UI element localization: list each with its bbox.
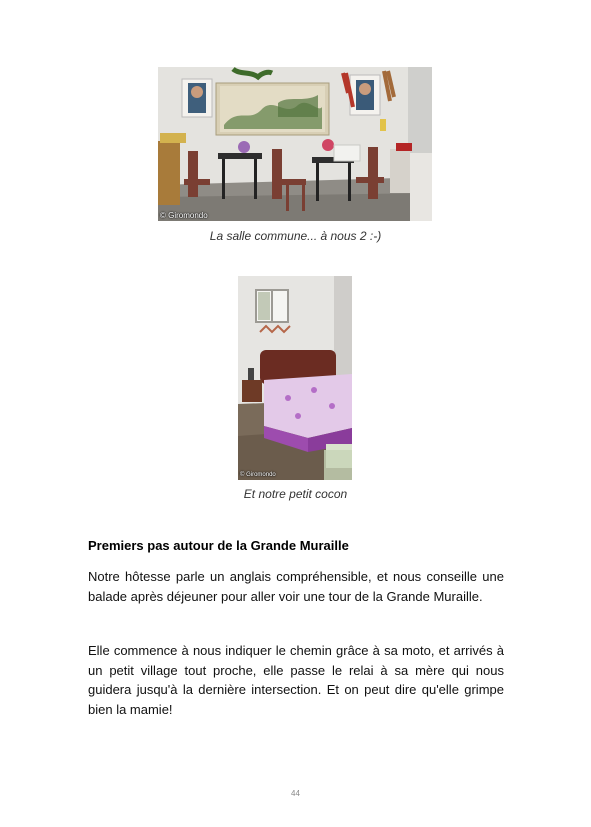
body-paragraph: Notre hôtesse parle un anglais compréhensible, et nous conseille une balade après déjeuner pour aller voir une tour de la Grande Muraille.: [88, 569, 504, 604]
photo-caption: Et notre petit cocon: [243, 487, 348, 501]
body-paragraph: Elle commence à nous indiquer le chemin grâce à sa moto, et arrivés à un petit village tout proche, elle passe le relai à sa mère qui nous guidera jusqu'à la dernière intersection. Et on peut dire qu'elle grimpe bien la mamie!: [88, 643, 504, 717]
section-heading: Premiers pas autour de la Grande Muraille: [88, 538, 349, 553]
photo-caption: La salle commune... à nous 2 :-): [209, 229, 382, 243]
photo-credit: © Giromondo: [160, 211, 208, 220]
common-room-illustration: [158, 67, 432, 221]
page-number: 44: [291, 789, 300, 798]
photo-credit: © Giromondo: [240, 472, 276, 478]
common-room-photo: [158, 67, 432, 221]
bedroom-illustration: [238, 276, 352, 480]
bedroom-photo: [238, 276, 352, 480]
